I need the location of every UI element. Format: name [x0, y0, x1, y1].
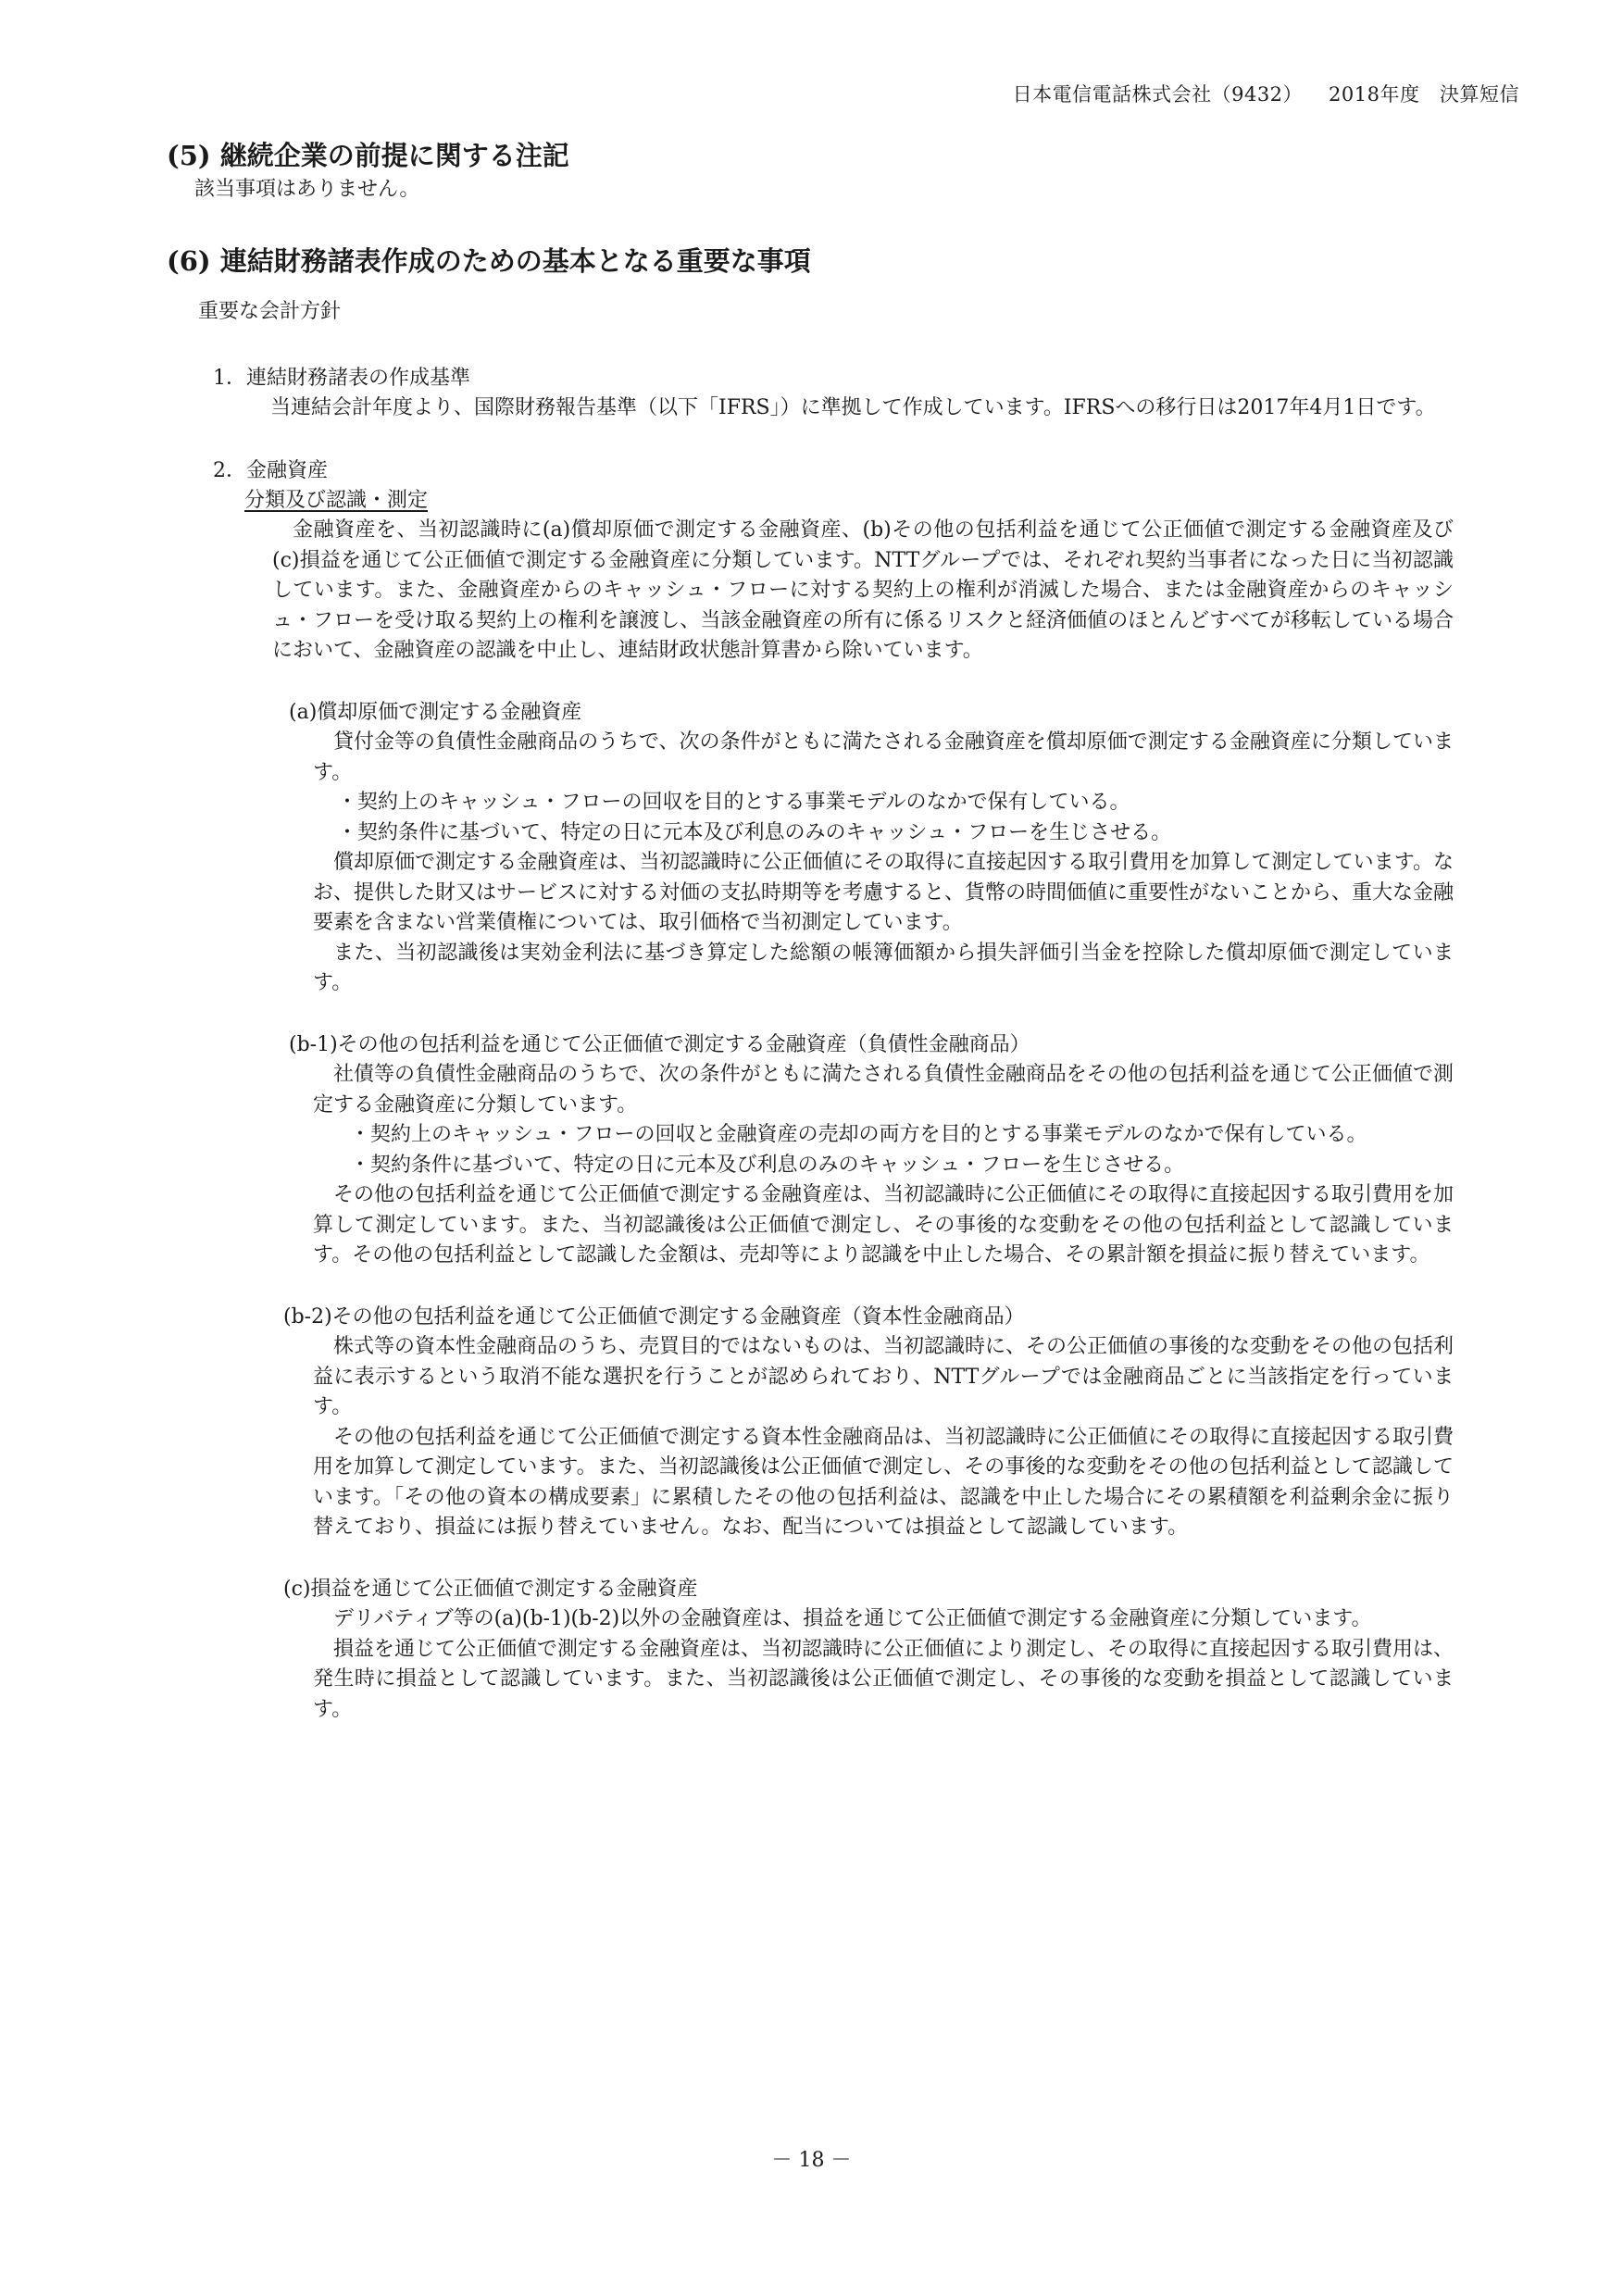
item-2-title: 2．金融資産 — [213, 458, 328, 482]
subsection-c-title: (c)損益を通じて公正価値で測定する金融資産 — [283, 1577, 698, 1601]
subsection-a-p3: また、当初認識後は実効金利法に基づき算定した総額の帳簿価額から損失評価引当金を控除した償却原価で測定しています。 — [313, 941, 1454, 994]
subsection-c-p1: デリバティブ等の(a)(b-1)(b-2)以外の金融資産は、損益を通じて公正価値で測定する金融資産に分類しています。 — [333, 1607, 1372, 1630]
subsection-a-bullet-1: ・契約上のキャッシュ・フローの回収を目的とする事業モデルのなかで保有している。 — [337, 791, 1130, 814]
subsection-b2-p2: その他の包括利益を通じて公正価値で測定する資本性金融商品は、当初認識時に公正価値にその取得に直接起因する取引費用を加算して測定しています。また、当初認識後は公正価値で測定し、その事後的な変動をその他の包括利益として認識しています。「その他の資本の構成要素」に累積したその他の包括利益は、認識を中止した場合にその累積額を利益剰余金に振り替えており、損益には振り替えていません。なお、配当については損益として認識しています。 — [313, 1425, 1454, 1539]
subsection-a — [167, 698, 1463, 999]
section-6 — [167, 243, 1463, 1725]
header-period: 2018年度 決算短信 — [1329, 83, 1519, 106]
section-5 — [167, 137, 1463, 206]
subsection-b1-bullet-1: ・契約上のキャッシュ・フローの回収と金融資産の売却の両方を目的とする事業モデルのなかで保有している。 — [350, 1123, 1367, 1146]
main-content — [167, 137, 1463, 1725]
page-number: － 18 － — [771, 2149, 852, 2172]
item-2-intro: 金融資産を、当初認識時に(a)償却原価で測定する金融資産、(b)その他の包括利益を通じて公正価値で測定する金融資産及び(c)損益を通じて公正価値で測定する金融資産に分類しています。NTTグループでは、それぞれ契約当事者になった日に当初認識しています。また、金融資産からのキャッシュ・フローに対する契約上の権利が消滅した場合、または金融資産からのキャッシュ・フローを受け取る契約上の権利を譲渡し、当該金融資産の所有に係るリスクと経済価値のほとんどすべてが移転している場合において、金融資産の認識を中止し、連結財政状態計算書から除いています。 — [272, 518, 1454, 662]
subsection-b2-title: (b-2)その他の包括利益を通じて公正価値で測定する金融資産（資本性金融商品） — [283, 1304, 1025, 1329]
subsection-b1-p2: その他の包括利益を通じて公正価値で測定する金融資産は、当初認識時に公正価値にその取得に直接起因する取引費用を加算して測定しています。また、当初認識後は公正価値で測定し、その事後的な変動をその他の包括利益として認識しています。その他の包括利益として認識した金額は、売却等により認識を中止した場合、その累計額を損益に振り替えています。 — [313, 1183, 1454, 1267]
subsection-b2-p1: 株式等の資本性金融商品のうち、売買目的ではないものは、当初認識時に、その公正価値の事後的な変動をその他の包括利益に表示するという取消不能な選択を行うことが認められており、NTTグループでは金融商品ごとに当該指定を行っています。 — [313, 1335, 1454, 1418]
section-5-title: (5) 継続企業の前提に関する注記 — [167, 140, 569, 171]
item-1-text: 当連結会計年度より、国際財務報告基準（以下「IFRS」）に準拠して作成しています。IFRSへの移行日は2017年4月1日です。 — [270, 396, 1436, 419]
subsection-c-p2: 損益を通じて公正価値で測定する金融資産は、当初認識時に公正価値により測定し、その取得に直接起因する取引費用は、発生時に損益として認識しています。また、当初認識後は公正価値で測定し、その事後的な変動を損益として認識しています。 — [313, 1637, 1454, 1721]
subsection-a-p2: 償却原価で測定する金融資産は、当初認識時に公正価値にその取得に直接起因する取引費用を加算して測定しています。なお、提供した財又はサービスに対する対価の支払時期等を考慮すると、貨幣の時間価値に重要性がないことから、重大な金融要素を含まない営業債権については、取引価格で当初測定しています。 — [313, 851, 1454, 934]
item-2 — [167, 455, 1463, 1726]
subsection-a-p1: 貸付金等の負債性金融商品のうちで、次の条件がともに満たされる金融資産を償却原価で測定する金融資産に分類しています。 — [313, 730, 1454, 784]
item-2-subheading: 分類及び認識・測定 — [244, 488, 429, 512]
subsection-b1-bullet-2: ・契約条件に基づいて、特定の日に元本及び利息のみのキャッシュ・フローを生じさせる。 — [350, 1153, 1185, 1177]
section-5-note: 該当事項はありません。 — [194, 178, 420, 201]
subsection-b1-title: (b-1)その他の包括利益を通じて公正価値で測定する金融資産（負債性金融商品） — [289, 1032, 1030, 1056]
item-1-title: 1．連結財務諸表の作成基準 — [213, 367, 470, 390]
subsection-c — [167, 1575, 1463, 1726]
page-header — [1013, 80, 1519, 107]
header-company: 日本電信電話株式会社（9432） — [1012, 83, 1304, 106]
item-1 — [167, 363, 1463, 424]
subsection-a-bullet-2: ・契約条件に基づいて、特定の日に元本及び利息のみのキャッシュ・フローを生じさせる。 — [337, 820, 1172, 844]
subsection-b2 — [167, 1303, 1463, 1543]
section-6-title: (6) 連結財務諸表作成のための基本となる重要な事項 — [167, 245, 811, 277]
subsection-a-title: (a)償却原価で測定する金融資産 — [289, 700, 582, 724]
subsection-b1-p1: 社債等の負債性金融商品のうちで、次の条件がともに満たされる負債性金融商品をその他の包括利益を通じて公正価値で測定する金融資産に分類しています。 — [313, 1063, 1454, 1117]
subsection-b1 — [167, 1030, 1463, 1271]
policy-heading: 重要な会計方針 — [198, 300, 342, 323]
